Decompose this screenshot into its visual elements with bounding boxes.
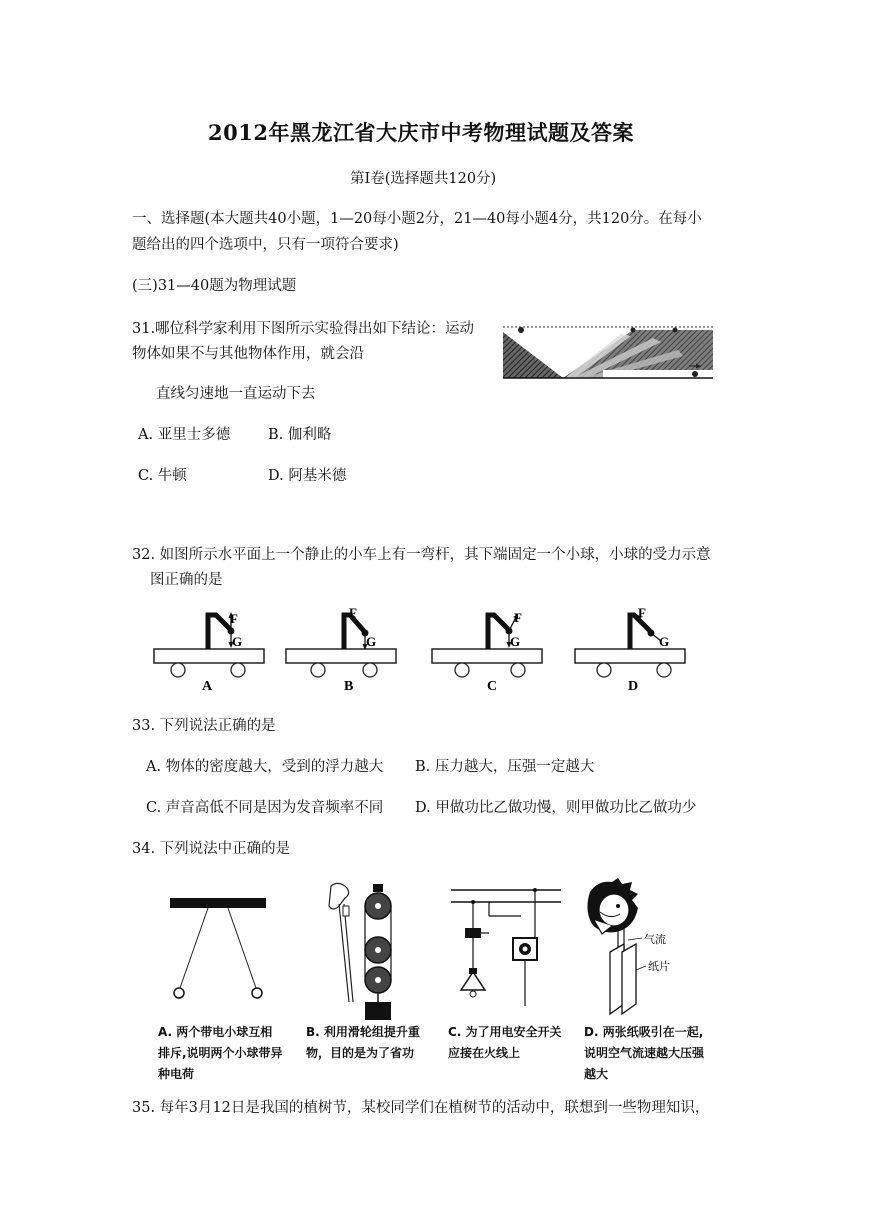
q32-a-force-f: F	[230, 611, 238, 626]
q31-stem-line-3: 直线匀速地一直运动下去	[156, 386, 316, 402]
q31-option-a: A. 亚里士多德	[138, 427, 231, 443]
q33-option-a: A. 物体的密度越大，受到的浮力越大	[146, 759, 384, 775]
q31-stem-line-1: 31.哪位科学家利用下图所示实验得出如下结论：运动	[132, 321, 475, 337]
q32-cart-c	[432, 610, 542, 694]
q31-incline-figure	[503, 320, 713, 382]
q31-option-d: D. 阿基米德	[268, 468, 347, 484]
q32-c-force-f: F	[514, 610, 522, 625]
q32-cart-a	[154, 611, 264, 694]
q32-cart-b	[286, 607, 396, 694]
paper-subtitle: 第Ⅰ卷(选择题共120分)	[350, 171, 497, 187]
q34-caption-d: D. 两张纸吸引在一起,说明空气流速越大压强越大	[584, 1025, 705, 1081]
q31-stem-line-2: 物体如果不与其他物体作用，就会沿	[132, 346, 364, 362]
q34-d-airflow-illustration	[580, 876, 710, 1021]
q35-stem: 35. 每年3月12日是我国的植树节，某校同学们在植树节的活动中，联想到一些物理知识，	[132, 1100, 710, 1116]
q33-option-c: C. 声音高低不同是因为发音频率不同	[146, 800, 384, 816]
q32-a-force-g: G	[232, 634, 243, 649]
q33-option-d: D. 甲做功比乙做功慢，则甲做功比乙做功少	[415, 800, 697, 816]
q34-caption-c: C. 为了用电安全开关应接在火线上	[448, 1025, 562, 1060]
q32-d-force-f: F	[638, 607, 646, 620]
q33-stem: 33. 下列说法正确的是	[132, 718, 276, 734]
q32-label-c: C	[487, 679, 498, 694]
q32-stem-line-2: 图正确的是	[150, 572, 223, 588]
q34-c-circuit-illustration	[443, 876, 573, 1016]
q32-label-b: B	[344, 679, 354, 694]
q32-d-force-g: G	[659, 634, 670, 649]
q32-stem-line-1: 32. 如图所示水平面上一个静止的小车上有一弯杆，其下端固定一个小球，小球的受力示意	[132, 547, 711, 563]
q32-cart-d	[575, 607, 685, 694]
q32-force-diagram-figure	[152, 607, 715, 697]
section-heading: (三)31—40题为物理试题	[132, 278, 297, 294]
q31-option-b: B. 伽利略	[268, 427, 332, 443]
q34-a-charged-balls-illustration	[158, 876, 288, 1016]
intro-line-1: 一、选择题(本大题共40小题，1—20每小题2分，21—40每小题4分，共120分。在每小	[132, 211, 702, 227]
q34-stem: 34. 下列说法中正确的是	[132, 841, 291, 857]
q34-label-paper: 纸片	[648, 961, 670, 973]
q34-caption-b: B. 利用滑轮组提升重物，目的是为了省功	[306, 1025, 420, 1060]
q34-label-airflow: 气流	[644, 934, 666, 946]
q32-b-force-f: F	[349, 607, 357, 620]
page-title: 2012年黑龙江省大庆市中考物理试题及答案	[208, 120, 634, 145]
q34-caption-a: A. 两个带电小球互相排斥,说明两个小球带异种电荷	[158, 1025, 283, 1081]
q32-label-d: D	[628, 679, 639, 694]
intro-line-2: 题给出的四个选项中，只有一项符合要求)	[132, 237, 399, 253]
q34-b-pulley-illustration	[303, 876, 433, 1026]
q34-figure-panel	[158, 876, 710, 1081]
q32-b-force-g: G	[366, 634, 377, 649]
q31-option-c: C. 牛顿	[138, 468, 187, 484]
q32-label-a: A	[202, 679, 213, 694]
q33-option-b: B. 压力越大，压强一定越大	[415, 759, 595, 775]
q32-c-force-g: G	[510, 634, 521, 649]
